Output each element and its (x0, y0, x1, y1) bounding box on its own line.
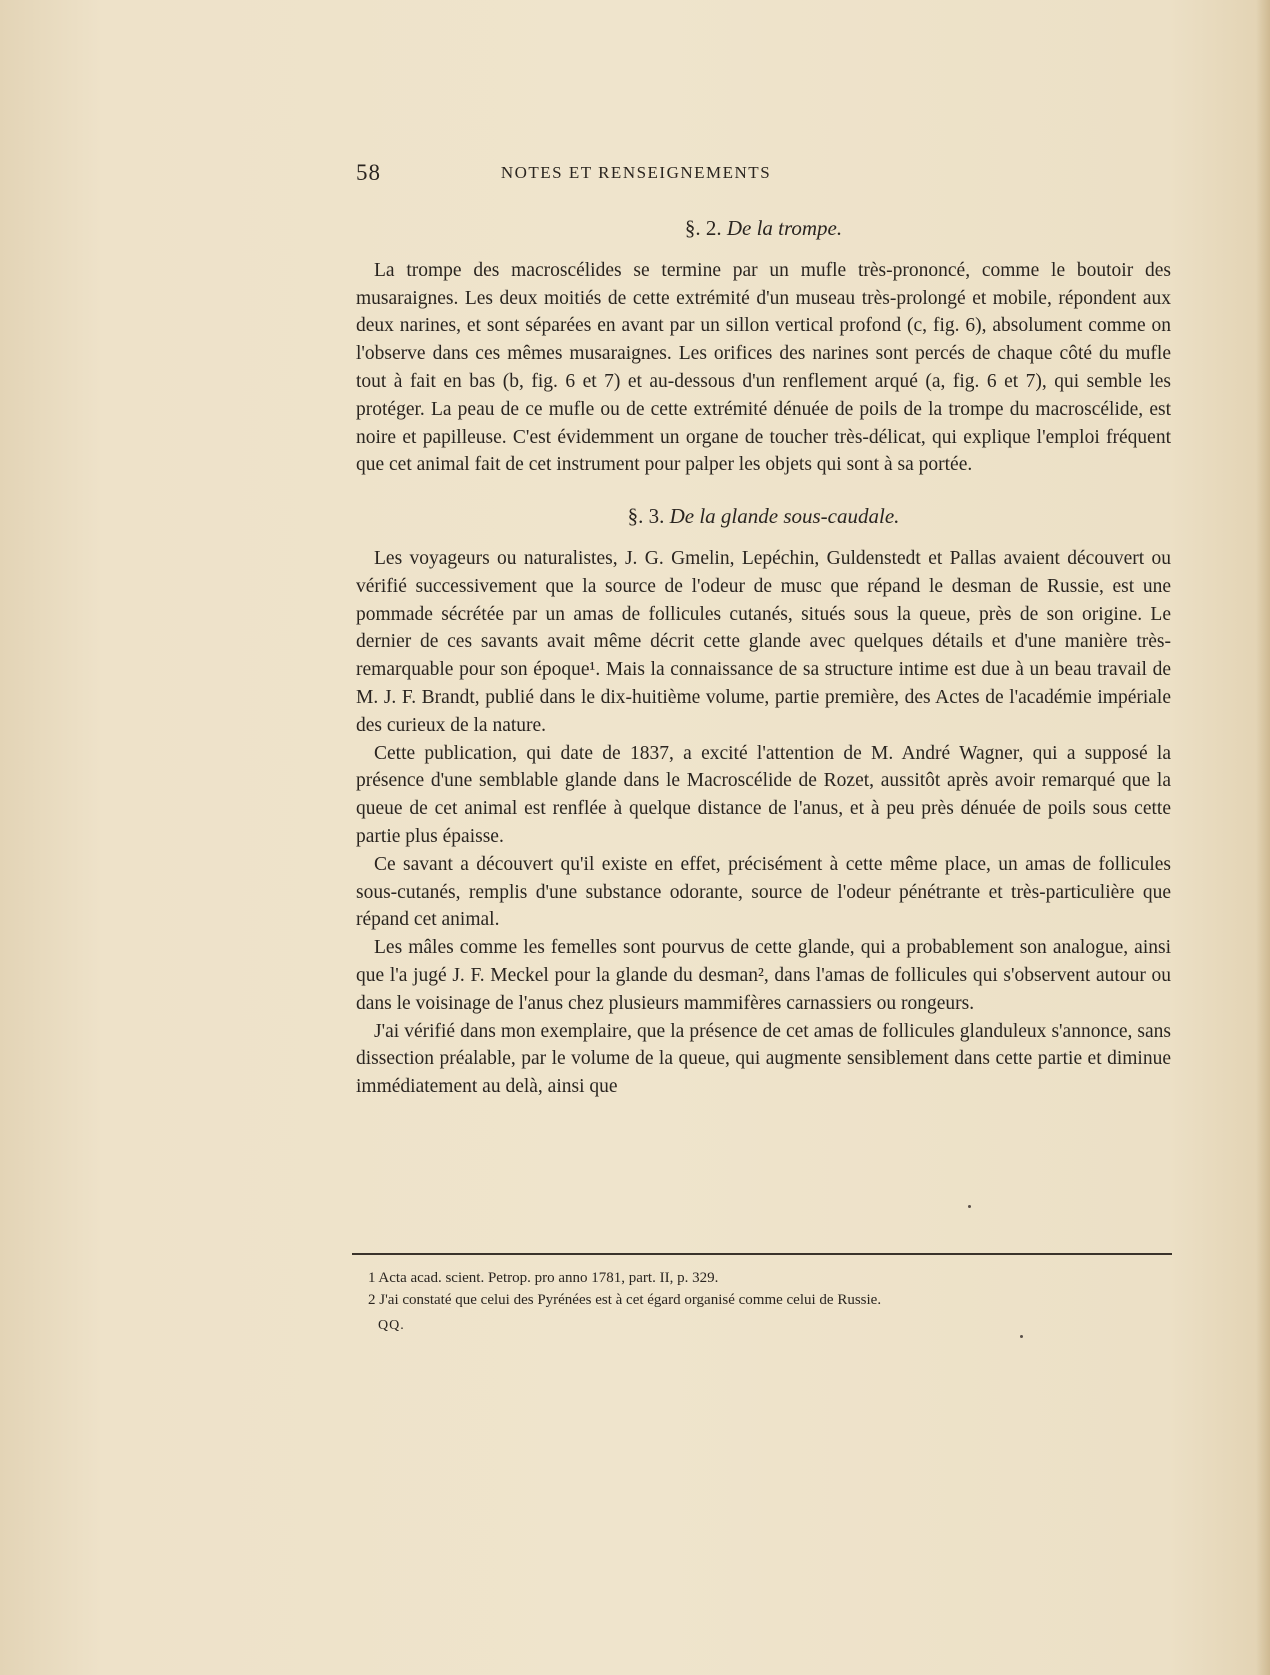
running-title: NOTES ET RENSEIGNEMENTS (500, 163, 772, 182)
page-edge-shadow (1256, 0, 1270, 1675)
section-heading-trompe (356, 215, 1171, 243)
ink-speck (1020, 1335, 1023, 1338)
footnote: 1 Acta acad. scient. Petrop. pro anno 1781, part. II, p. 329. (368, 1270, 719, 1286)
main-text (356, 215, 1171, 1101)
section-heading-glande (356, 503, 1171, 531)
paragraph: Les mâles comme les femelles sont pourvus de cette glande, qui a probablement son analogue, ainsi que l'a jugé J. F. Meckel pour la glande du desman², dans l'amas de follicules qui s'observent autour ou dans le voisinage de l'anus chez plusieurs mammifères carnassiers ou rongeurs. (356, 937, 1171, 1014)
section-title: De la trompe. (726, 216, 843, 240)
page-number: 58 (356, 160, 381, 185)
footnotes (368, 1267, 1168, 1311)
page-header (356, 160, 886, 190)
paragraph: La trompe des macroscélides se termine par un mufle très-prononcé, comme le boutoir des musaraignes. Les deux moitiés de cette extrémité d'un museau très-prolongé et mobile, répondent aux deux narines, et sont séparées en avant par un sillon vertical profond (c, fig. 6), absolument comme on l'observe dans ces mêmes musaraignes. Les orifices des narines sont percés de chaque côté du mufle tout à fait en bas (b, fig. 6 et 7) et au-dessous d'un renflement arqué (a, fig. 6 et 7), qui semble les protéger. La peau de ce mufle ou de cette extrémité dénuée de poils de la trompe du macroscélide, est noire et papilleuse. C'est évidemment un organe de toucher très-délicat, qui explique l'emploi fréquent que cet animal fait de cet instrument pour palper les objets qui sont à sa portée. (356, 259, 1171, 476)
section-number: §. 2. (684, 216, 722, 240)
paragraph: Cette publication, qui date de 1837, a excité l'attention de M. André Wagner, qui a supposé la présence d'une semblable glande dans le Macroscélide de Rozet, aussitôt après avoir remarqué que la queue de cet animal est renflée à quelque distance de l'anus, et à peu près dénuée de poils sous cette partie plus épaisse. (356, 742, 1171, 847)
paragraph: J'ai vérifié dans mon exemplaire, que la présence de cet amas de follicules glanduleux s'annonce, sans dissection préalable, par le volume de la queue, qui augmente sensiblement dans cette partie et diminue immédiatement au delà, ainsi que (356, 1020, 1171, 1098)
ink-speck (968, 1205, 971, 1208)
signature-mark: QQ. (378, 1318, 405, 1333)
footnote-divider (352, 1253, 1172, 1255)
paragraph: Ce savant a découvert qu'il existe en effet, précisément à cette même place, un amas de follicules sous-cutanés, remplis d'une substance odorante, source de l'odeur pénétrante et très-particulière que répand cet animal. (356, 853, 1171, 931)
footnote: 2 J'ai constaté que celui des Pyrénées est à cet égard organisé comme celui de Russie. (368, 1292, 882, 1308)
section-number: §. 3. (627, 504, 665, 529)
section-title: De la glande sous-caudale. (669, 504, 900, 529)
paragraph: Les voyageurs ou naturalistes, J. G. Gmelin, Lepéchin, Guldenstedt et Pallas avaient découvert ou vérifié successivement que la source de l'odeur de musc que répand le desman de Russie, est une pommade sécrétée par un amas de follicules cutanés, situés sous la queue, près de son origine. Le dernier de ces savants avait même décrit cette glande avec quelques détails et d'une manière très-remarquable pour son époque¹. Mais la connaissance de sa structure intime est due à un beau travail de M. J. F. Brandt, publié dans le dix-huitième volume, partie première, des Actes de l'académie impériale des curieux de la nature. (356, 547, 1171, 736)
